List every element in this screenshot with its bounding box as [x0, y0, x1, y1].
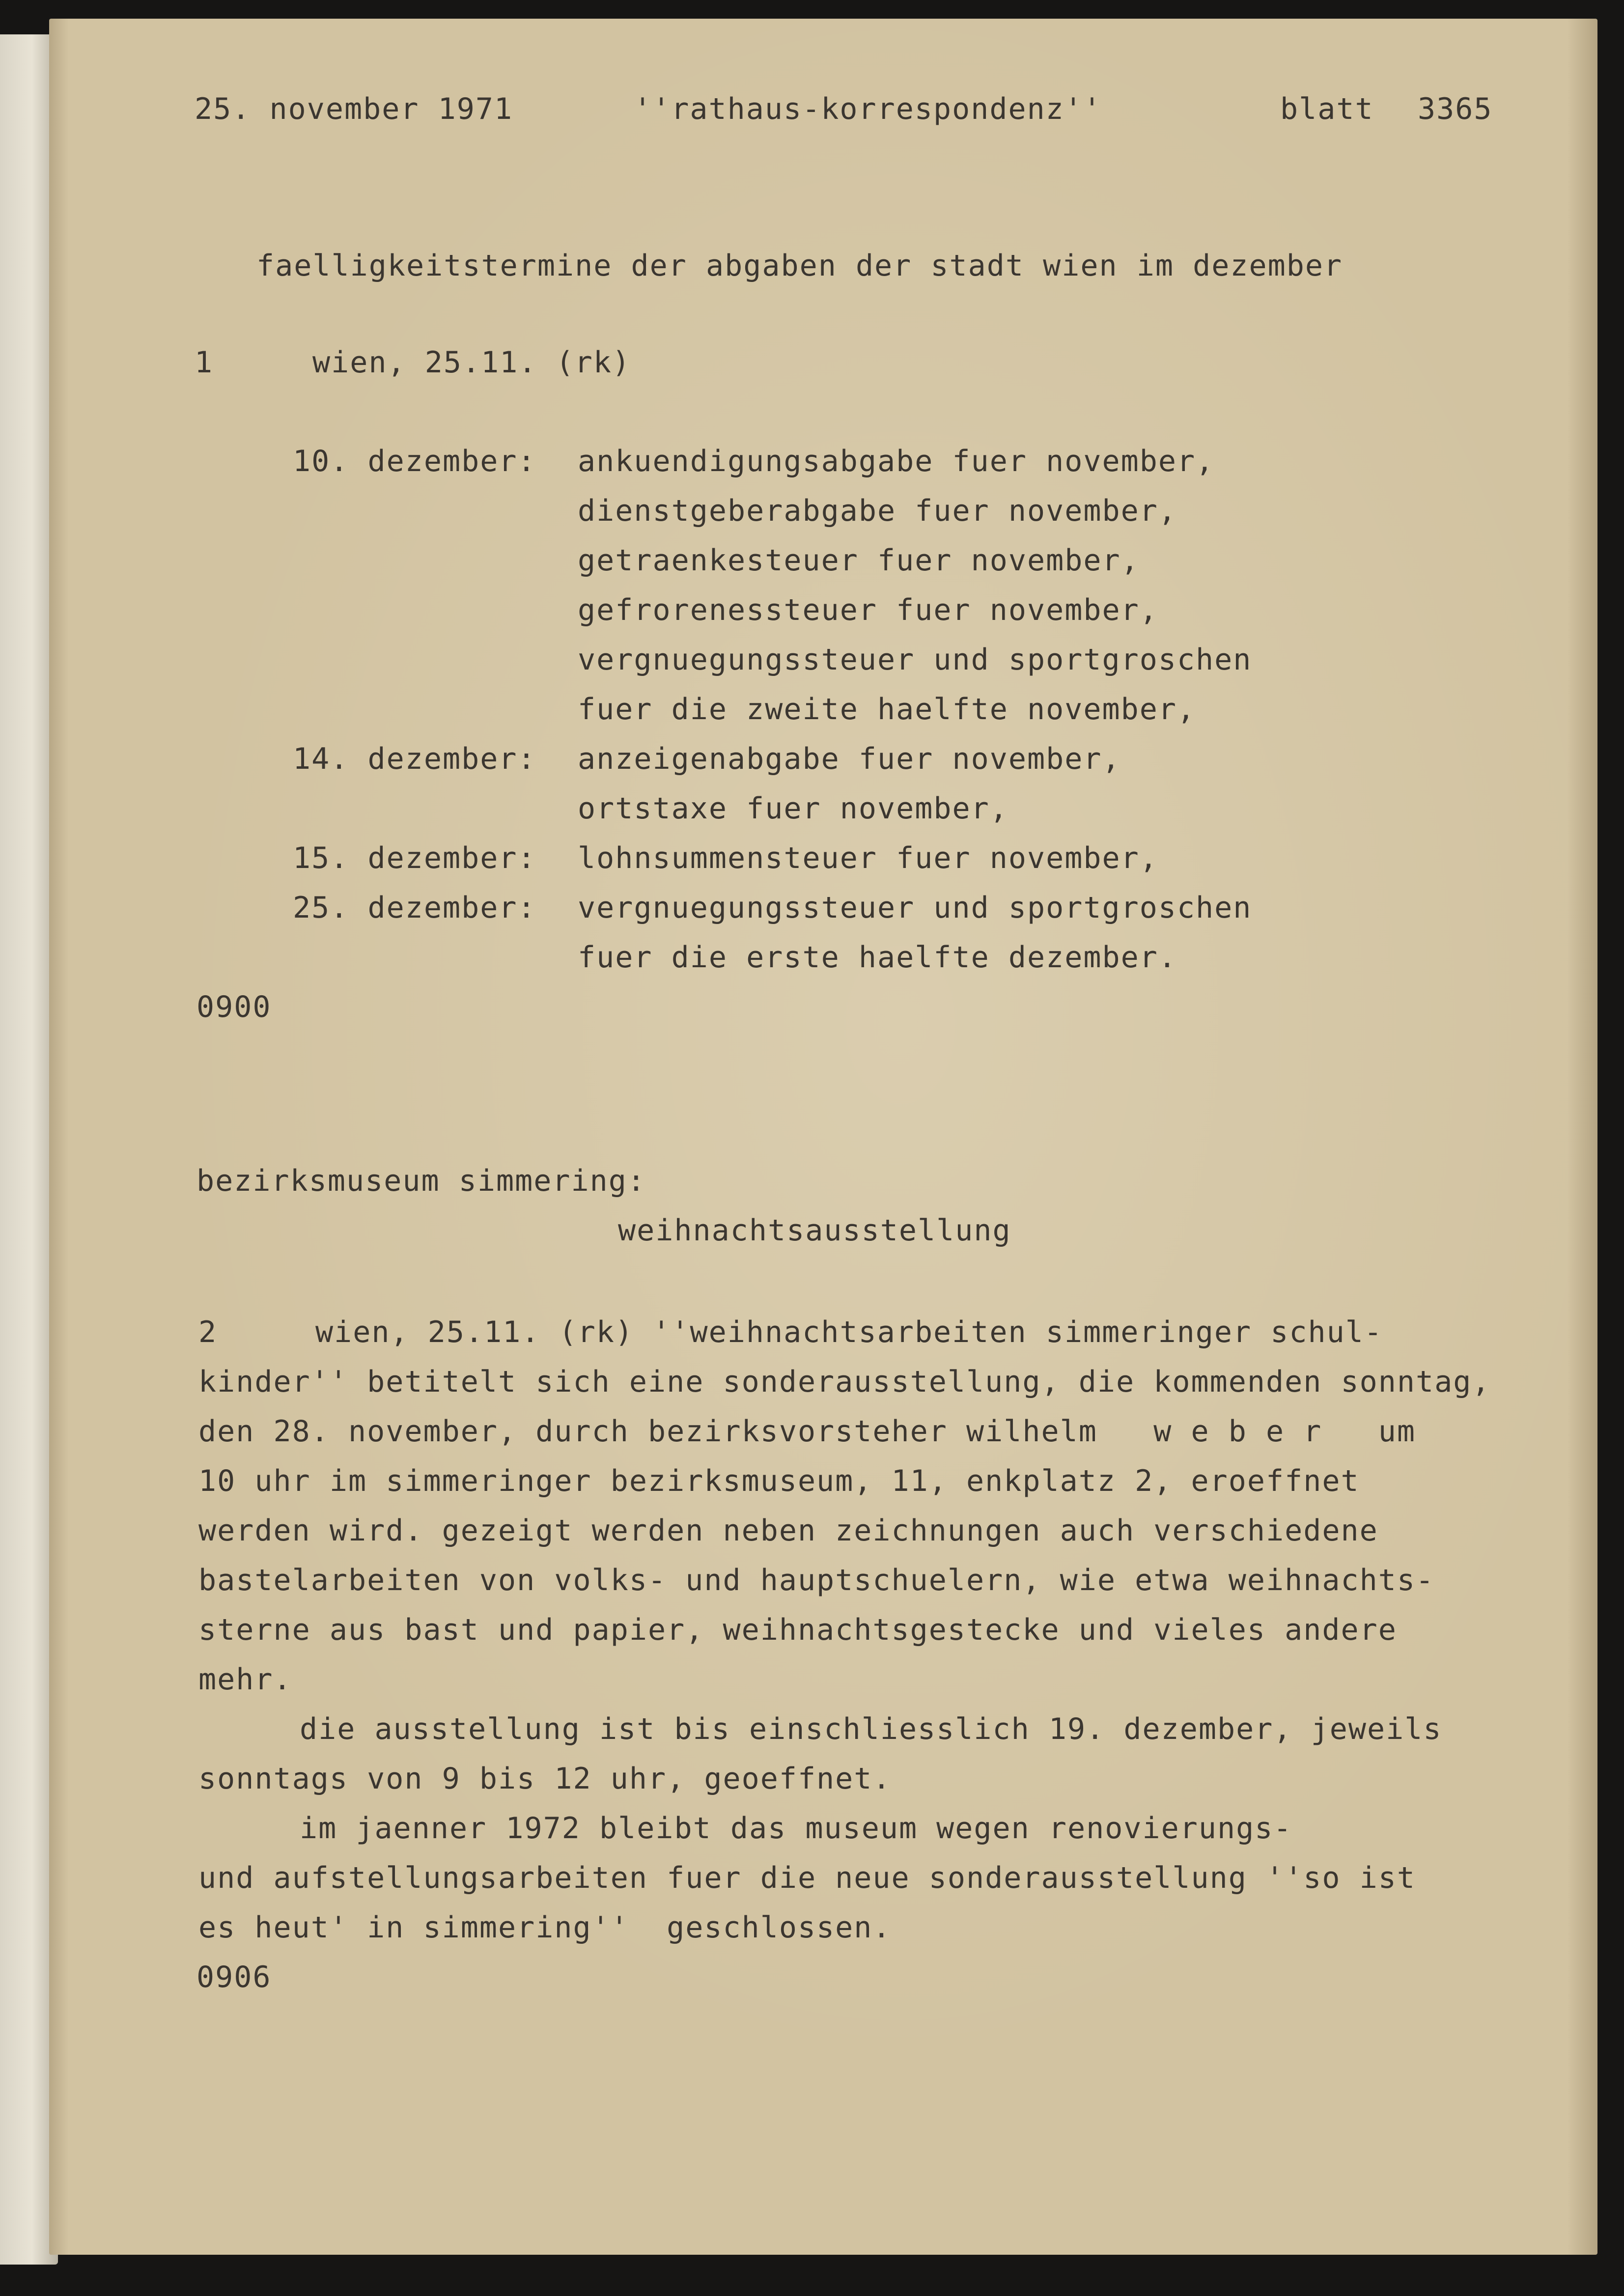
schedule-line: fuer die erste haelfte dezember. — [578, 940, 1177, 975]
body-line: sterne aus bast und papier, weihnachtsgestecke und vieles andere — [198, 1613, 1397, 1647]
article1-dateline: wien, 25.11. (rk) — [312, 345, 631, 380]
schedule-line: ortstaxe fuer november, — [578, 791, 1008, 826]
article1-number: 1 — [195, 345, 214, 380]
body-line: mehr. — [198, 1662, 292, 1697]
body-line: sonntags von 9 bis 12 uhr, geoeffnet. — [198, 1762, 892, 1796]
header-publication: ''rathaus-korrespondenz'' — [634, 92, 1102, 126]
body-line: im jaenner 1972 bleibt das museum wegen renovierungs- — [300, 1811, 1292, 1846]
body-line: werden wird. gezeigt werden neben zeichnungen auch verschiedene — [198, 1513, 1378, 1548]
header-sheet-label: blatt — [1280, 92, 1374, 126]
schedule-line: vergnuegungssteuer und sportgroschen — [578, 643, 1252, 677]
body-line: 10 uhr im simmeringer bezirksmuseum, 11, enkplatz 2, eroeffnet — [198, 1464, 1360, 1498]
schedule-date: 10. dezember: — [293, 444, 536, 478]
schedule-line: getraenkesteuer fuer november, — [578, 543, 1140, 578]
body-line: es heut' in simmering'' geschlossen. — [198, 1910, 892, 1945]
schedule-line: anzeigenabgabe fuer november, — [578, 742, 1121, 776]
article2-title-line2: weihnachtsausstellung — [618, 1213, 1011, 1248]
schedule-line: fuer die zweite haelfte november, — [578, 692, 1196, 727]
schedule-line: gefrorenessteuer fuer november, — [578, 593, 1158, 627]
schedule-date: 15. dezember: — [293, 841, 536, 875]
body-line: wien, 25.11. (rk) ''weihnachtsarbeiten simmeringer schul- — [315, 1315, 1383, 1349]
header-sheet-number: 3365 — [1418, 92, 1493, 126]
body-line: die ausstellung ist bis einschliesslich 19. dezember, jeweils — [300, 1712, 1442, 1746]
body-line: bastelarbeiten von volks- und hauptschuelern, wie etwa weihnachts- — [198, 1563, 1435, 1597]
article2-number: 2 — [198, 1315, 218, 1349]
schedule-line: lohnsummensteuer fuer november, — [578, 841, 1158, 875]
header-date: 25. november 1971 — [195, 92, 513, 126]
article1-title: faelligkeitstermine der abgaben der stadt wien im dezember — [256, 249, 1343, 283]
schedule-line: ankuendigungsabgabe fuer november, — [578, 444, 1215, 478]
body-line: und aufstellungsarbeiten fuer die neue sonderausstellung ''so ist — [198, 1861, 1416, 1895]
body-line: den 28. november, durch bezirksvorsteher wilhelm w e b e r um — [198, 1414, 1416, 1449]
article2-title-line1: bezirksmuseum simmering: — [196, 1164, 646, 1198]
schedule-line: dienstgeberabgabe fuer november, — [578, 494, 1177, 528]
schedule-line: vergnuegungssteuer und sportgroschen — [578, 891, 1252, 925]
body-line: kinder'' betitelt sich eine sonderausstellung, die kommenden sonntag, — [198, 1365, 1491, 1399]
schedule-date: 25. dezember: — [293, 891, 536, 925]
article2-code: 0906 — [196, 1960, 272, 1994]
schedule-date: 14. dezember: — [293, 742, 536, 776]
article1-code: 0900 — [196, 990, 272, 1024]
